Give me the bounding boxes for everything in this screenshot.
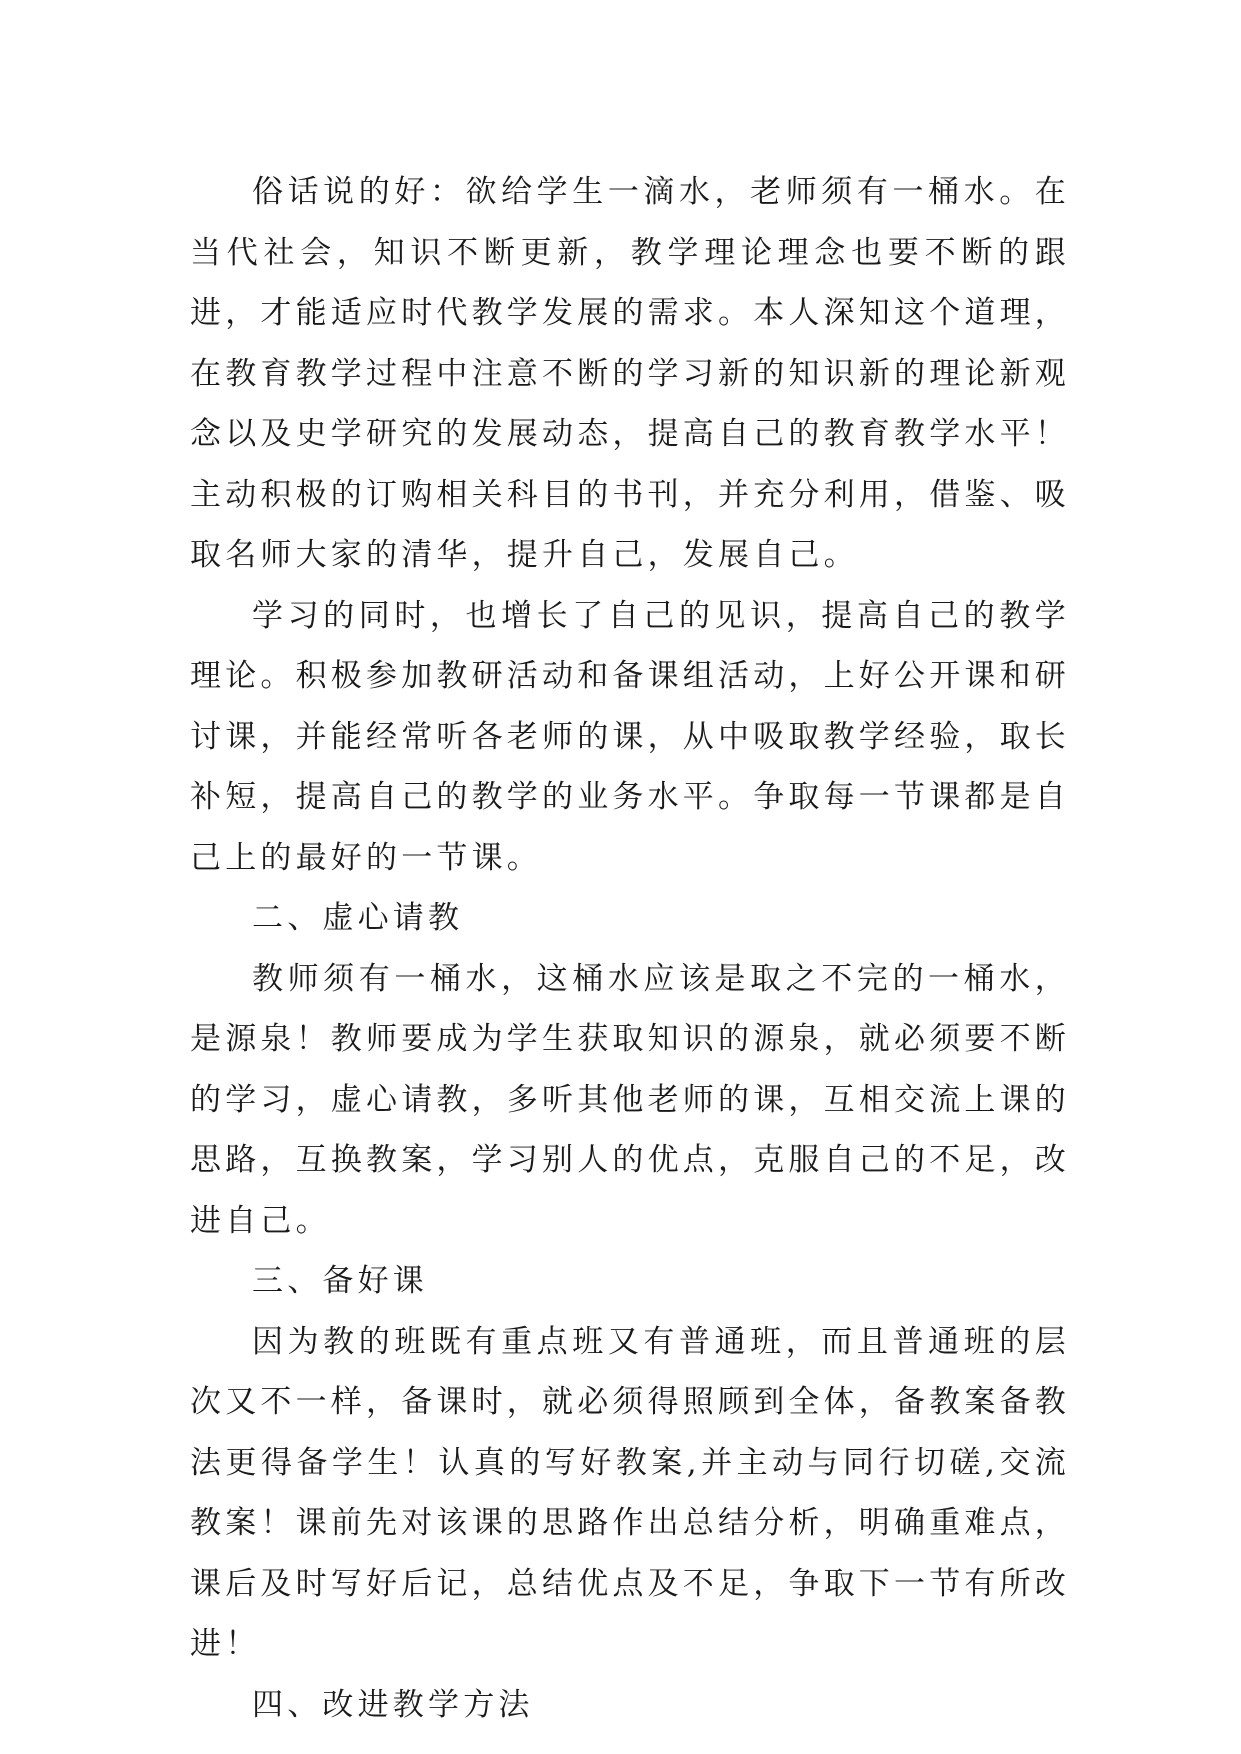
paragraph-humble-inquiry: 教师须有一桶水，这桶水应该是取之不完的一桶水，是源泉！教师要成为学生获取知识的源泉，就必须要不断的学习，虚心请教，多听其他老师的课，互相交流上课的思路，互换教案，学习别人的优点，克服自己的不足，改进自己。	[190, 960, 1070, 1239]
paragraph-learning: 学习的同时，也增长了自己的见识，提高自己的教学理论。积极参加教研活动和备课组活动，上好公开课和研讨课，并能经常听各老师的课，从中吸取教学经验，取长补短，提高自己的教学的业务水平。争取每一节课都是自己上的最好的一节课。	[190, 597, 1070, 876]
section-heading-improve-methods: 四、改进教学方法	[252, 1686, 534, 1723]
paragraph-self-study: 俗话说的好：欲给学生一滴水，老师须有一桶水。在当代社会，知识不断更新，教学理论理念也要不断的跟进，才能适应时代教学发展的需求。本人深知这个道理，在教育教学过程中注意不断的学习新的知识新的理论新观念以及史学研究的发展动态，提高自己的教育教学水平！主动积极的订购相关科目的书刊，并充分利用，借鉴、吸取名师大家的清华，提升自己，发展自己。	[190, 174, 1070, 573]
section-heading-prepare-lessons: 三、备好课	[252, 1263, 428, 1299]
section-heading-humble-inquiry: 二、虚心请教	[252, 900, 464, 936]
document-body	[190, 162, 1070, 1735]
paragraph-prepare-lessons: 因为教的班既有重点班又有普通班，而且普通班的层次又不一样，备课时，就必须得照顾到全体，备教案备教法更得备学生！认真的写好教案,并主动与同行切磋,交流教案！课前先对该课的思路作出总结分析，明确重难点，课后及时写好后记，总结优点及不足，争取下一节有所改进！	[190, 1323, 1070, 1662]
